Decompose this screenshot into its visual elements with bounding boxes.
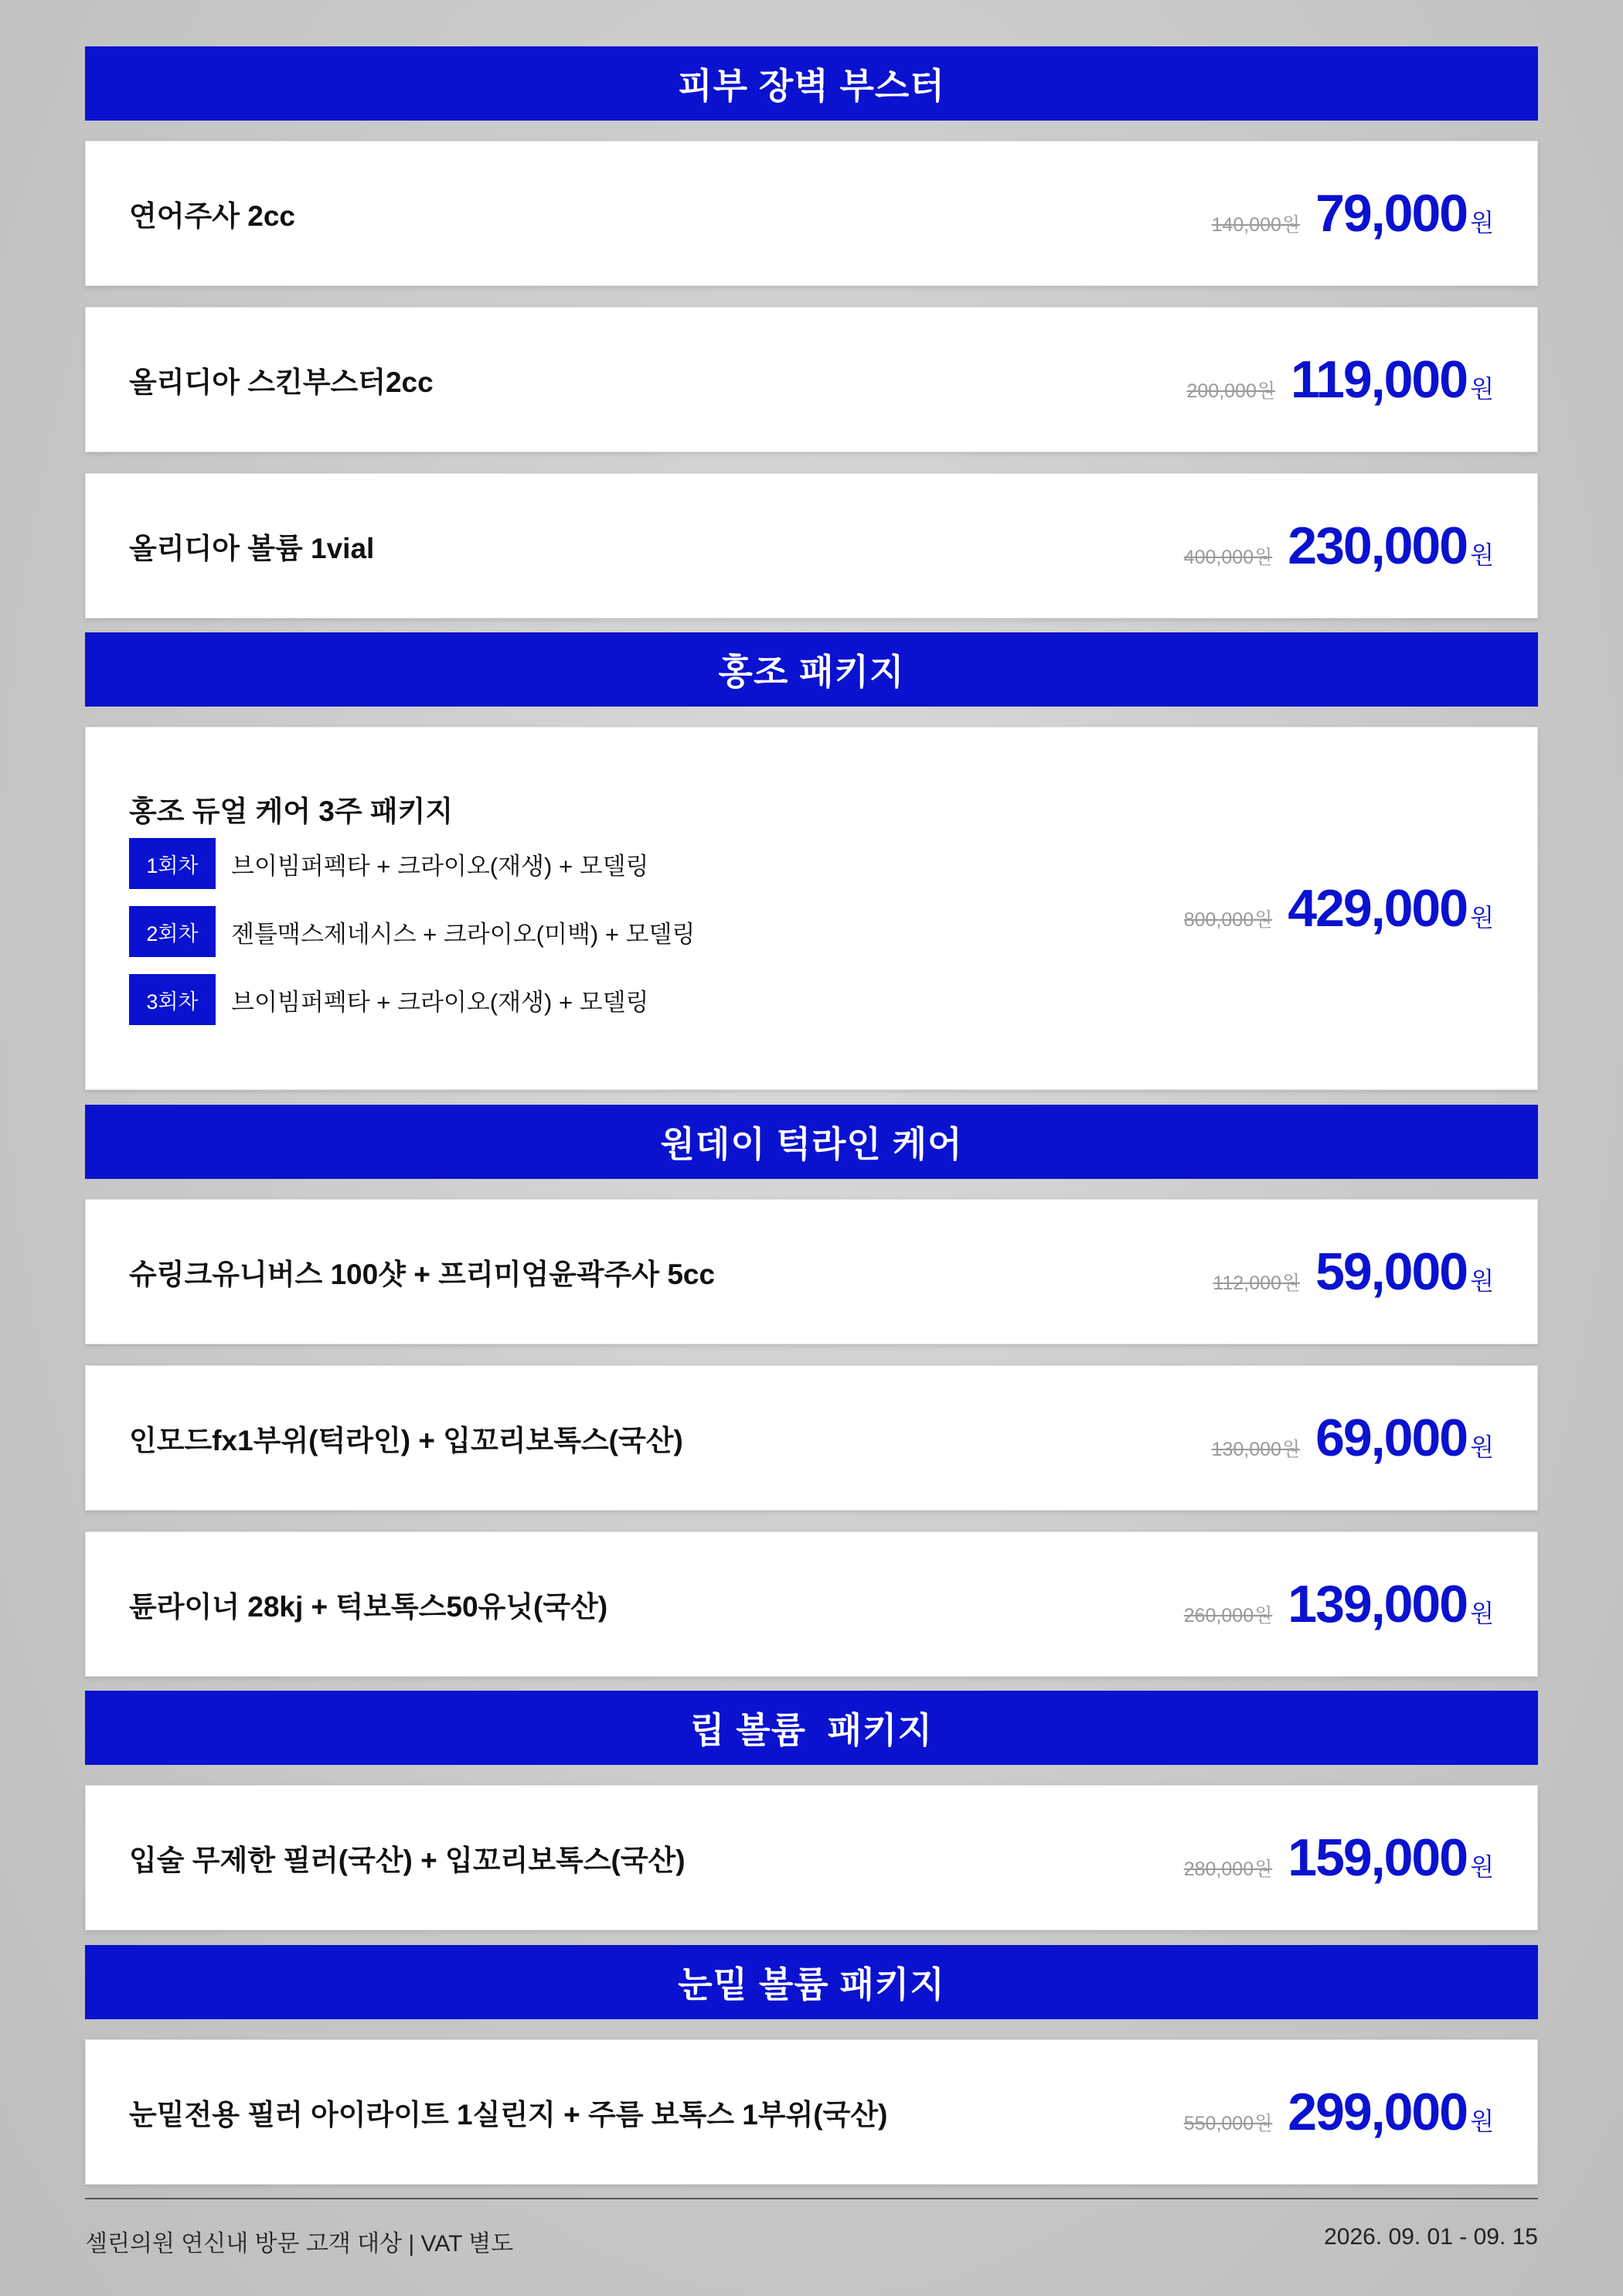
price-group	[1212, 1408, 1494, 1468]
session-row	[129, 906, 695, 957]
currency-unit: 원	[1470, 541, 1494, 569]
package-item	[85, 727, 1538, 1090]
original-price: 800,000원	[1183, 909, 1273, 931]
price-item	[85, 1365, 1538, 1511]
session-badge: 2회차	[129, 906, 216, 957]
sale-price: 230,000	[1288, 516, 1468, 575]
session-badge: 3회차	[129, 974, 216, 1025]
item-name: 입술 무제한 필러(국산) + 입꼬리보톡스(국산)	[129, 1845, 686, 1876]
price-item	[85, 2039, 1538, 2185]
package-name: 홍조 듀얼 케어 3주 패키지	[129, 795, 454, 827]
sale-price: 429,000	[1288, 879, 1468, 938]
price-group	[1184, 1574, 1494, 1634]
section-header-jawline	[85, 1105, 1538, 1179]
session-text: 젠틀맥스제네시스 + 크라이오(미백) + 모델링	[231, 920, 696, 948]
currency-unit: 원	[1470, 904, 1494, 932]
currency-unit: 원	[1470, 1599, 1494, 1627]
price-group	[1184, 516, 1494, 576]
item-name: 튠라이너 28kj + 턱보톡스50유닛(국산)	[129, 1591, 608, 1623]
currency-unit: 원	[1470, 209, 1494, 237]
session-row	[129, 838, 649, 889]
section-header-lip	[85, 1691, 1538, 1765]
original-price: 130,000원	[1211, 1439, 1301, 1460]
original-price: 112,000원	[1213, 1272, 1301, 1294]
item-name: 슈링크유니버스 100샷 + 프리미엄윤곽주사 5cc	[129, 1259, 716, 1290]
original-price: 260,000원	[1183, 1605, 1273, 1627]
footer-period: 2026. 09. 01 - 09. 15	[1324, 2224, 1538, 2250]
sale-price: 299,000	[1288, 2083, 1468, 2141]
price-group	[1184, 2082, 1494, 2142]
session-text: 브이빔퍼펙타 + 크라이오(재생) + 모델링	[231, 852, 649, 880]
sale-price: 119,000	[1291, 350, 1468, 409]
price-group	[1184, 878, 1494, 938]
price-item	[85, 473, 1538, 618]
section-header-skin-barrier	[85, 46, 1538, 121]
item-name: 눈밑전용 필러 아이라이트 1실린지 + 주름 보톡스 1부위(국산)	[129, 2099, 888, 2131]
section-header-redness	[85, 632, 1538, 707]
section-title: 홍조 패키지	[718, 652, 905, 692]
section-header-under-eye	[85, 1945, 1538, 2019]
currency-unit: 원	[1470, 2107, 1494, 2135]
sale-price: 59,000	[1315, 1242, 1468, 1301]
original-price: 280,000원	[1183, 1858, 1273, 1880]
price-item	[85, 1531, 1538, 1677]
sale-price: 139,000	[1288, 1575, 1468, 1633]
price-item	[85, 1785, 1538, 1930]
section-title: 립 볼륨 패키지	[690, 1710, 933, 1750]
currency-unit: 원	[1470, 375, 1494, 403]
original-price: 400,000원	[1183, 547, 1273, 568]
price-group	[1212, 183, 1494, 244]
price-item	[85, 141, 1538, 286]
original-price: 140,000원	[1211, 214, 1301, 236]
price-item	[85, 1199, 1538, 1344]
price-group	[1213, 1242, 1494, 1302]
currency-unit: 원	[1470, 1853, 1494, 1881]
price-item	[85, 307, 1538, 452]
section-title: 피부 장벽 부스터	[678, 66, 945, 106]
item-name: 올리디아 볼륨 1vial	[129, 533, 375, 564]
session-row	[129, 974, 649, 1025]
price-group	[1184, 1828, 1494, 1888]
sale-price: 79,000	[1315, 184, 1468, 243]
original-price: 550,000원	[1183, 2113, 1273, 2134]
footer-divider	[85, 2198, 1538, 2199]
item-name: 올리디아 스킨부스터2cc	[129, 366, 434, 398]
section-title: 원데이 턱라인 케어	[660, 1124, 963, 1164]
section-title: 눈밑 볼륨 패키지	[678, 1964, 945, 2005]
sale-price: 159,000	[1288, 1828, 1468, 1887]
currency-unit: 원	[1470, 1433, 1494, 1461]
item-name: 인모드fx1부위(턱라인) + 입꼬리보톡스(국산)	[129, 1425, 683, 1456]
original-price: 200,000원	[1186, 380, 1276, 402]
session-badge: 1회차	[129, 838, 216, 889]
item-name: 연어주사 2cc	[129, 200, 295, 232]
session-text: 브이빔퍼펙타 + 크라이오(재생) + 모델링	[231, 988, 649, 1016]
currency-unit: 원	[1470, 1267, 1494, 1295]
sale-price: 69,000	[1315, 1409, 1468, 1467]
footer-note: 셀린의원 연신내 방문 고객 대상 | VAT 별도	[85, 2231, 514, 2257]
price-group	[1186, 349, 1494, 410]
